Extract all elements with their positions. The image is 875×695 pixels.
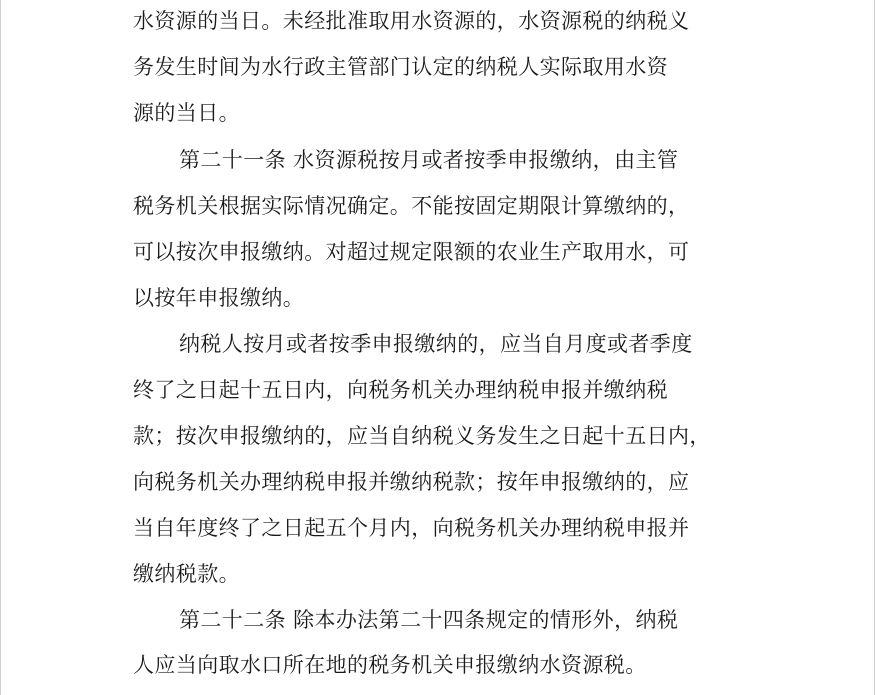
article-21-heading-line: 第二十一条 水资源税按月或者按季申报缴纳，由主管 <box>179 148 679 172</box>
text-line: 可以按次申报缴纳。对超过规定限额的农业生产取用水，可 <box>133 240 690 264</box>
text-line: 税务机关根据实际情况确定。不能按固定期限计算缴纳的， <box>133 194 690 218</box>
text-line: 水资源的当日。未经批准取用水资源的，水资源税的纳税义 <box>133 9 690 33</box>
text-line: 以按年申报缴纳。 <box>133 286 305 310</box>
text-line: 当自年度终了之日起五个月内，向税务机关办理纳税申报并 <box>133 516 690 540</box>
text-line: 终了之日起十五日内，向税务机关办理纳税申报并缴纳税 <box>133 378 668 402</box>
text-line: 务发生时间为水行政主管部门认定的纳税人实际取用水资 <box>133 55 668 79</box>
paragraph-start-line: 纳税人按月或者按季申报缴纳的，应当自月度或者季度 <box>179 332 693 356</box>
text-line: 源的当日。 <box>133 101 240 125</box>
text-line: 向税务机关办理纳税申报并缴纳税款；按年申报缴纳的，应 <box>133 470 690 494</box>
text-line: 款；按次申报缴纳的，应当自纳税义务发生之日起十五日内， <box>133 424 711 448</box>
article-22-heading-line: 第二十二条 除本办法第二十四条规定的情形外，纳税 <box>179 608 679 632</box>
page-left-border <box>0 0 1 695</box>
text-line: 人应当向取水口所在地的税务机关申报缴纳水资源税。 <box>133 653 647 677</box>
text-line: 缴纳税款。 <box>133 562 240 586</box>
